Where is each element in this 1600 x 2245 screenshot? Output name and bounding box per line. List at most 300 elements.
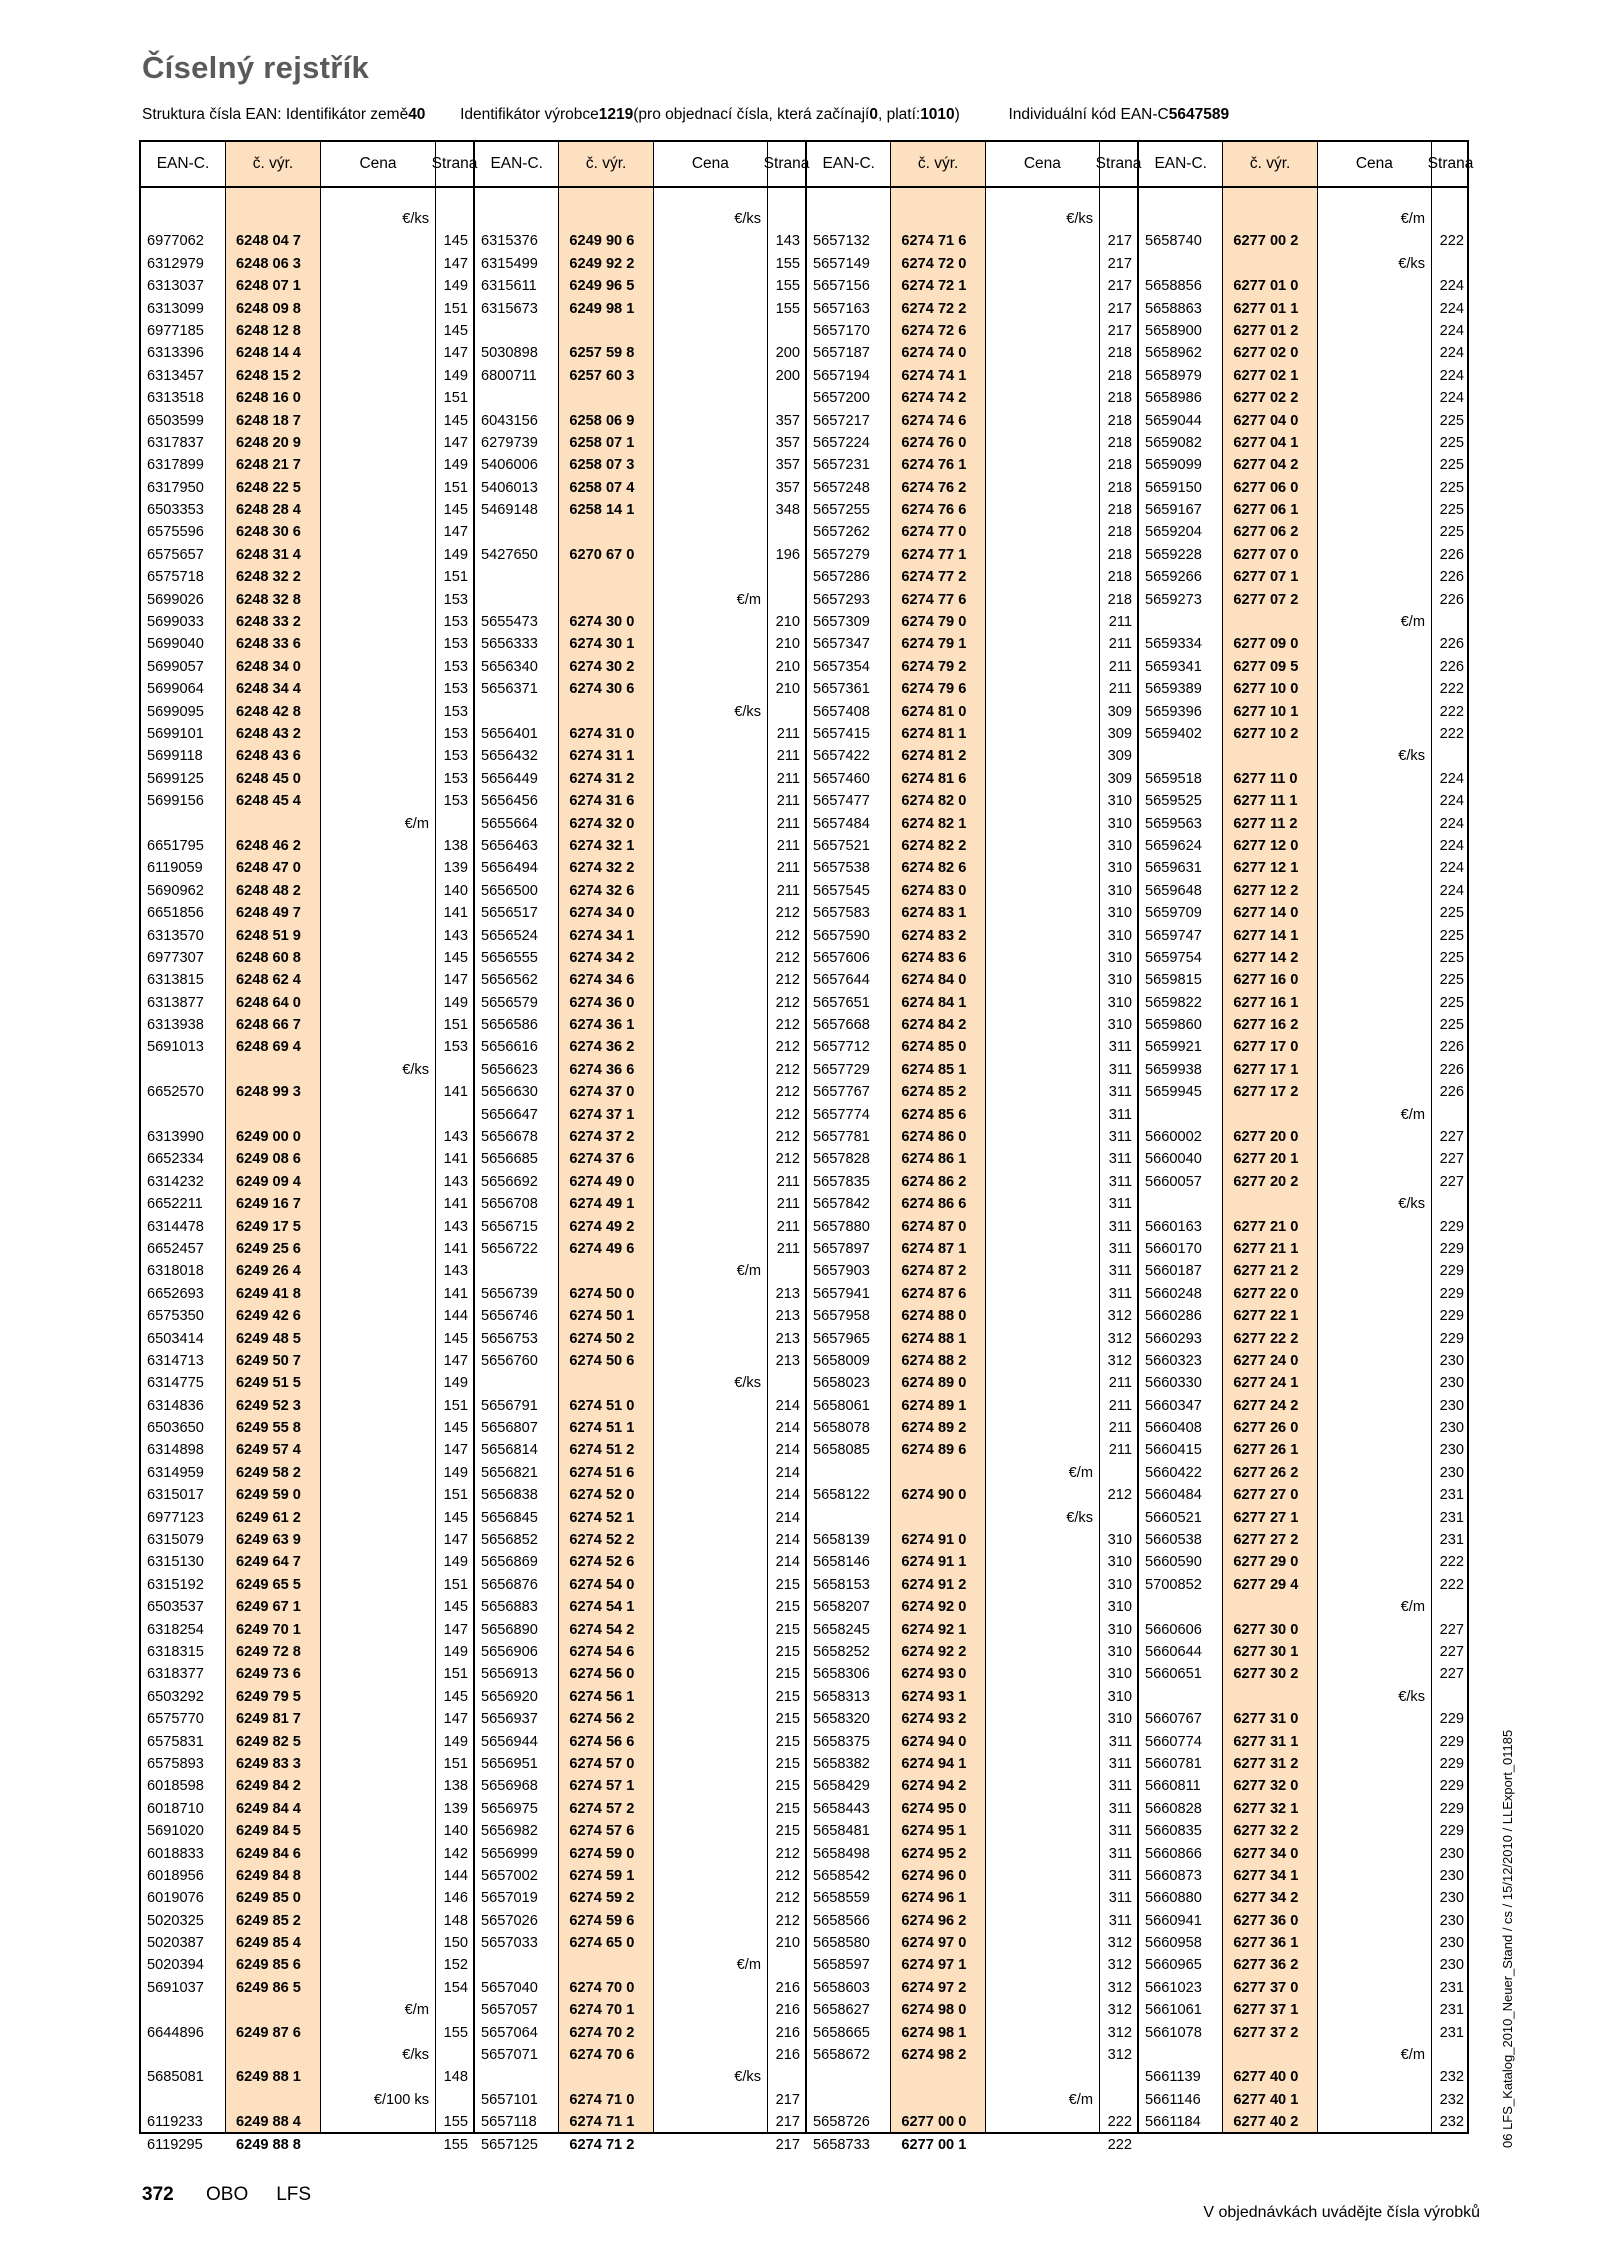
table-cell: 6315079 [147,1532,204,1549]
table-cell: 6248 32 2 [236,569,301,586]
table-cell: 6274 74 0 [901,345,967,362]
table-cell: 5469148 [481,502,538,519]
table-cell [1432,253,1469,275]
table-cell: 218 [1107,502,1132,519]
table-cell [986,499,1099,521]
table-cell: 149 [443,1375,468,1392]
table-cell: 225 [1439,524,1464,541]
table-cell: 222 [1107,2114,1132,2131]
table-cell: 224 [1439,345,1464,362]
table-cell: 6274 85 1 [901,1061,967,1078]
table-cell [321,656,435,678]
table-cell [1318,1305,1431,1327]
table-cell: 215 [775,1621,800,1638]
table-cell: 310 [1107,1666,1132,1683]
table-cell [1318,1663,1431,1685]
table-cell: 6315499 [481,255,538,272]
table-cell: 149 [443,1644,468,1660]
table-cell [986,611,1099,633]
table-cell: 5658603 [813,1979,870,1996]
table-cell [1318,230,1431,252]
table-cell [654,1104,767,1126]
table-cell [321,1977,435,1999]
table-cell: 224 [1439,793,1464,810]
table-cell: 6274 77 6 [901,591,967,608]
table-cell [321,432,435,454]
table-cell: 5660538 [1145,1532,1202,1549]
table-cell: 6274 79 1 [901,636,967,653]
table-cell: €/m [736,591,761,608]
table-cell: 5660422 [1145,1464,1202,1481]
table-cell [321,1372,435,1394]
table-cell: 5658597 [813,1957,870,1974]
table-cell: €/m [404,2002,429,2019]
table-cell: 211 [776,815,800,832]
table-cell: 6249 67 1 [236,1599,301,1616]
table-cell: 215 [775,1733,800,1750]
table-cell [986,566,1099,588]
index-block [141,142,478,2153]
table-cell: 311 [1108,1151,1132,1168]
table-cell: 6249 59 0 [236,1487,301,1504]
table-cell: 6503292 [147,1688,204,1705]
table-cell [321,1686,435,1708]
brand-obo: OBO [206,2184,249,2205]
table-cell: 6274 37 2 [569,1129,635,1146]
table-cell [986,1910,1099,1932]
table-cell: 5658320 [813,1711,870,1728]
table-cell [1318,2022,1431,2044]
table-cell: 6277 07 1 [1233,569,1299,586]
table-cell [654,1753,767,1775]
table-cell: 312 [1107,2047,1132,2064]
table-cell [654,410,767,432]
table-cell: 6274 51 0 [569,1397,635,1414]
table-cell: 153 [443,1039,468,1056]
table-cell: 229 [1439,1285,1464,1302]
table-cell [654,1865,767,1887]
table-cell [654,2089,767,2111]
table-cell: 6274 71 1 [569,2114,635,2131]
table-cell: 153 [443,703,468,720]
table-cell [1318,1932,1431,1954]
table-cell: 6274 96 2 [901,1912,967,1929]
table-cell: 6248 22 5 [236,479,301,496]
table-cell: 225 [1439,457,1464,474]
table-cell [1223,1104,1316,1126]
table-cell [654,1529,767,1551]
ean-column [807,142,890,2153]
table-cell: 151 [443,569,468,586]
table-cell: 6314959 [147,1464,204,1481]
table-cell: 6274 87 2 [901,1263,967,1280]
table-cell: 151 [443,479,468,496]
table-cell: 5657422 [813,748,870,765]
table-cell: 213 [775,1308,800,1325]
table-cell [321,1238,435,1260]
table-cell: 6274 96 1 [901,1890,967,1907]
table-cell: 215 [775,1599,800,1616]
table-cell [1318,880,1431,902]
table-cell: 229 [1439,1240,1464,1257]
table-cell: 6652211 [147,1196,203,1213]
table-cell: 6313396 [147,345,204,362]
table-cell [986,432,1099,454]
table-cell: 5660767 [1145,1711,1202,1728]
table-cell [986,1126,1099,1148]
table-cell [654,432,767,454]
table-cell: 6314898 [147,1442,204,1459]
table-cell: 312 [1107,1308,1132,1325]
table-cell: 226 [1439,569,1464,586]
table-cell [654,835,767,857]
table-cell [226,1104,320,1126]
table-cell: 310 [1107,882,1132,899]
page-title: Číselný rejstřík [142,50,370,85]
table-cell: 357 [775,434,800,451]
table-cell: 6575770 [147,1711,204,1728]
table-cell: 6277 32 0 [1233,1778,1299,1795]
table-cell: 145 [443,1330,468,1347]
table-cell [654,1350,767,1372]
table-cell: 311 [1108,1800,1132,1817]
table-cell: 5656371 [481,681,538,698]
table-cell: 211 [776,860,800,877]
table-cell: 6274 56 1 [569,1688,635,1705]
table-cell: 149 [443,1733,468,1750]
table-cell: 5657880 [813,1218,870,1235]
table-cell [1318,1081,1431,1103]
table-cell [321,1529,435,1551]
table-cell: 151 [443,1017,468,1034]
table-cell: €/m [1068,2091,1093,2108]
table-cell: 215 [775,1755,800,1772]
table-cell [986,1798,1099,1820]
table-cell: 212 [775,905,800,922]
table-cell: 6274 51 6 [569,1464,635,1481]
table-cell: 5657194 [813,367,870,384]
table-cell: 6248 34 4 [236,681,301,698]
table-cell: 6249 16 7 [236,1196,301,1213]
table-cell [986,745,1099,767]
table-cell: 217 [775,2136,800,2153]
table-cell: 5659150 [1145,479,1202,496]
table-cell: 215 [775,1688,800,1705]
table-cell [475,1954,558,1976]
table-cell: 5657071 [481,2047,538,2064]
table-cell: 229 [1439,1778,1464,1795]
table-cell: 5661061 [1145,2002,1202,2019]
table-cell [1318,365,1431,387]
table-cell: 5699033 [147,614,204,631]
table-cell: 6313037 [147,278,204,295]
table-cell [321,1932,435,1954]
table-cell: 5659822 [1145,994,1202,1011]
table-cell: 212 [775,949,800,966]
table-cell: 5691013 [147,1039,204,1056]
table-cell: 5656494 [481,860,538,877]
table-cell: 6249 85 2 [236,1912,301,1929]
table-cell [436,813,473,835]
table-cell [321,969,435,991]
table-cell [654,1395,767,1417]
table-cell [1139,1104,1222,1126]
table-cell: 6277 24 1 [1233,1375,1299,1392]
table-cell [986,521,1099,543]
table-cell: 311 [1108,1912,1132,1929]
table-cell [1318,1462,1431,1484]
table-cell: 5659082 [1145,434,1202,451]
table-cell: 6274 91 2 [901,1576,967,1593]
table-cell: 5656722 [481,1240,538,1257]
table-cell: 6503599 [147,412,204,429]
table-cell [654,477,767,499]
table-cell [1318,813,1431,835]
table-cell [321,1350,435,1372]
table-cell: 225 [1439,412,1464,429]
table-cell [654,947,767,969]
table-cell: 5659754 [1145,949,1202,966]
table-cell: 5659709 [1145,905,1202,922]
table-cell: 5699156 [147,793,204,810]
ean-maker-label: Identifikátor výrobce1219(pro objednací čísla, která začínají0, platí:1010) [460,106,960,123]
table-cell: 6018956 [147,1867,204,1884]
table-cell: 6248 34 0 [236,658,301,675]
table-cell [1318,947,1431,969]
table-cell: 141 [443,1285,468,1302]
table-cell: 6274 81 2 [901,748,967,765]
table-cell: 212 [775,1867,800,1884]
table-cell: 6277 21 0 [1233,1218,1299,1235]
table-cell [654,1126,767,1148]
ean-individual-label: Individuální kód EAN-C5647589 [1008,106,1230,123]
table-cell: 6249 65 5 [236,1576,301,1593]
table-cell: 6249 57 4 [236,1442,301,1459]
table-cell [986,320,1099,342]
footer-brand [206,2184,339,2206]
column-header: Strana [1100,142,1137,188]
table-cell: 6277 12 2 [1233,882,1299,899]
table-cell: 5660958 [1145,1935,1202,1952]
table-cell: 6317837 [147,434,204,451]
table-cell [986,947,1099,969]
table-cell: €/ks [1398,748,1425,765]
table-cell: 5660057 [1145,1173,1202,1190]
table-cell: 5657231 [813,457,870,474]
table-cell: 6248 09 8 [236,300,301,317]
table-cell: 5660163 [1145,1218,1202,1235]
table-cell: 6249 90 6 [569,233,635,250]
table-cell [1223,208,1316,230]
table-cell: 218 [1107,434,1132,451]
table-cell [321,1395,435,1417]
table-cell [654,1641,767,1663]
table-cell: 6249 63 9 [236,1532,301,1549]
table-cell: 215 [775,1666,800,1683]
table-cell [654,320,767,342]
table-cell: 5656791 [481,1397,538,1414]
table-cell: 230 [1439,1867,1464,1884]
table-cell: 310 [1107,815,1132,832]
table-cell: 5657286 [813,569,870,586]
table-cell: 6277 37 0 [1233,1979,1299,1996]
table-cell: 211 [1108,681,1132,698]
table-cell: 6277 20 2 [1233,1173,1299,1190]
table-cell [654,1305,767,1327]
table-cell: 211 [776,748,800,765]
table-cell [986,656,1099,678]
table-cell: 6274 71 2 [569,2136,635,2153]
table-cell: 5656449 [481,770,538,787]
table-cell: 5657668 [813,1017,870,1034]
table-cell [986,2066,1099,2088]
table-cell: 6249 84 4 [236,1800,301,1817]
table-cell [141,1999,225,2021]
table-cell [321,1439,435,1461]
table-cell: 6274 76 0 [901,434,967,451]
table-cell: 217 [1107,300,1132,317]
table-cell [1318,1014,1431,1036]
table-cell [226,2089,320,2111]
table-cell: 6248 15 2 [236,367,301,384]
table-cell: 6249 61 2 [236,1509,301,1526]
table-cell: 155 [443,2024,468,2041]
table-cell [986,701,1099,723]
table-cell: 5656814 [481,1442,538,1459]
table-cell: 5656937 [481,1711,538,1728]
table-cell [559,1260,652,1282]
table-cell: 6270 67 0 [569,546,635,563]
table-cell [321,2066,435,2088]
table-cell: 215 [775,1711,800,1728]
table-cell: 6575718 [147,569,204,586]
table-cell: 212 [775,927,800,944]
table-cell: 229 [1439,1733,1464,1750]
table-cell: 6274 85 6 [901,1106,967,1123]
table-cell: €/ks [734,2069,761,2086]
table-cell: 5699026 [147,591,204,608]
table-cell [321,1126,435,1148]
table-cell: 6277 02 2 [1233,390,1299,407]
table-cell [986,1954,1099,1976]
column-header: č. výr. [891,142,984,188]
table-cell: 6274 30 1 [569,636,635,653]
table-cell: 6274 52 1 [569,1509,635,1526]
table-cell: 231 [1439,1979,1464,1996]
table-cell [1432,1596,1469,1618]
table-cell: 5658139 [813,1532,870,1549]
table-cell [986,230,1099,252]
table-cell [141,1104,225,1126]
table-cell: 6249 84 6 [236,1845,301,1862]
table-cell: 217 [1107,233,1132,250]
table-cell: 211 [1108,1420,1132,1437]
table-cell [321,1484,435,1506]
table-cell: 6277 17 2 [1233,1084,1299,1101]
table-cell: 6274 84 0 [901,972,967,989]
table-cell [1318,1887,1431,1909]
table-cell: 5656968 [481,1778,538,1795]
table-cell: 140 [443,1823,468,1840]
table-cell: 6274 77 1 [901,546,967,563]
table-cell: 6274 56 0 [569,1666,635,1683]
table-cell [1318,1126,1431,1148]
table-cell: 146 [443,1890,468,1907]
table-cell: 5657118 [481,2114,537,2131]
table-cell: 6277 34 1 [1233,1867,1299,1884]
table-cell: 6277 16 1 [1233,994,1299,1011]
table-cell: 5660002 [1145,1129,1202,1146]
table-cell [1318,925,1431,947]
table-cell: 5657354 [813,658,870,675]
table-cell: 5656982 [481,1823,538,1840]
table-cell: 6248 04 7 [236,233,301,250]
table-cell: 222 [1439,703,1464,720]
table-cell: 6274 72 6 [901,322,967,339]
table-cell [321,1462,435,1484]
table-cell: 5020387 [147,1935,204,1952]
table-cell: 6274 72 0 [901,255,967,272]
table-cell: 155 [775,278,800,295]
table-cell: 6274 93 1 [901,1688,967,1705]
table-cell [768,1372,805,1394]
table-cell [986,275,1099,297]
table-cell [654,1708,767,1730]
table-cell: 5659099 [1145,457,1202,474]
table-cell: 6249 73 6 [236,1666,301,1683]
table-cell: 5656951 [481,1755,538,1772]
table-cell: 6274 49 2 [569,1218,635,1235]
table-cell: 211 [1108,1397,1132,1414]
table-cell [986,1686,1099,1708]
table-cell [1318,992,1431,1014]
page-column [431,142,478,2153]
table-cell: 6274 82 0 [901,793,967,810]
table-cell: 142 [443,1845,468,1862]
table-cell [768,208,805,230]
table-cell: 6248 06 3 [236,255,301,272]
table-cell: €/ks [1398,255,1425,272]
table-cell [321,992,435,1014]
table-cell: 310 [1107,1621,1132,1638]
table-cell [321,1417,435,1439]
table-cell: 6274 85 2 [901,1084,967,1101]
table-cell: 145 [443,412,468,429]
table-cell: 310 [1107,972,1132,989]
table-cell: 6277 00 2 [1233,233,1299,250]
table-cell: 230 [1439,1845,1464,1862]
table-cell [654,678,767,700]
table-cell: 5659167 [1145,502,1202,519]
table-cell: 148 [443,2069,468,2086]
table-cell [891,2066,984,2088]
table-cell: 5658078 [813,1420,870,1437]
table-cell: 6274 59 1 [569,1867,635,1884]
table-cell [654,1014,767,1036]
table-cell: 6248 46 2 [236,837,301,854]
table-cell [986,1596,1099,1618]
page-column [1427,142,1474,2132]
table-cell: 6274 95 2 [901,1845,967,1862]
page-number: 372 [142,2184,174,2205]
table-cell: 5658979 [1145,367,1202,384]
table-cell [1318,790,1431,812]
table-cell [321,1305,435,1327]
table-cell: 5658207 [813,1599,870,1616]
table-cell [141,813,225,835]
table-cell [654,992,767,1014]
table-cell: 311 [1108,1890,1132,1907]
